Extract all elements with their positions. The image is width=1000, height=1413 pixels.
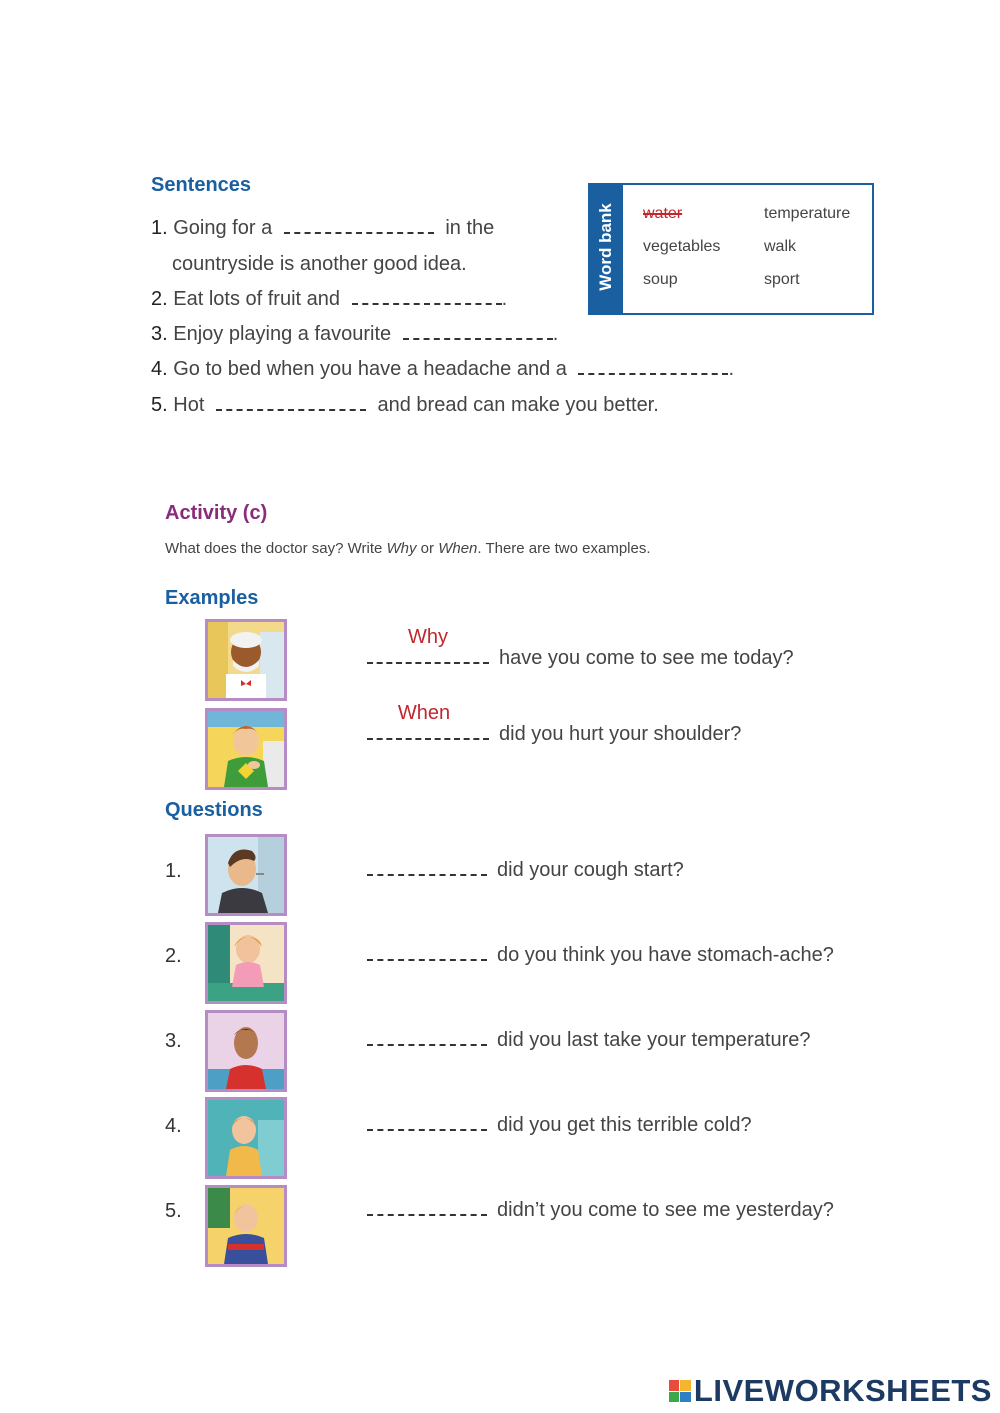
sentence-text: Going for a (173, 217, 273, 239)
question-text: did you get this terrible cold? (497, 1114, 752, 1136)
answer-blank-1[interactable] (284, 218, 434, 234)
word-soup: soup (643, 271, 678, 288)
question-answer-blank[interactable] (367, 1032, 487, 1046)
sentences-heading: Sentences (151, 174, 252, 196)
question-2 (367, 944, 834, 967)
example-answer-blank[interactable] (367, 702, 489, 740)
question-4 (367, 1114, 752, 1137)
example-answer-blank[interactable] (367, 626, 489, 664)
word-bank-sidebar (590, 185, 623, 313)
example-2 (367, 702, 742, 746)
instruction-text: What does the doctor say? Write (165, 540, 387, 557)
boy-cold-illustration (205, 1097, 287, 1179)
question-number: 4. (165, 1115, 182, 1137)
logo-icon (669, 1380, 691, 1402)
question-3 (367, 1029, 811, 1052)
question-answer-blank[interactable] (367, 1117, 487, 1131)
sentence-number: 3. (151, 323, 168, 345)
example-1 (367, 626, 794, 670)
doctor-illustration (205, 619, 287, 701)
sentence-text: and bread can make you better. (377, 394, 659, 416)
question-number: 1. (165, 860, 182, 882)
answer-blank-5[interactable] (216, 395, 366, 411)
question-answer-blank[interactable] (367, 947, 487, 961)
liveworksheets-logo (669, 1373, 992, 1409)
question-text: didn’t you come to see me yesterday? (497, 1199, 834, 1221)
questions-heading: Questions (165, 799, 263, 821)
sentence-1 (151, 217, 494, 240)
question-1 (367, 859, 684, 882)
example-answer: Why (408, 626, 448, 648)
instruction-when: When (438, 540, 478, 557)
word-walk: walk (764, 238, 797, 255)
sentence-number: 1. (151, 217, 168, 239)
sentence-2 (151, 288, 507, 311)
answer-blank-2[interactable] (352, 289, 502, 305)
word-water: water (643, 205, 683, 222)
question-text: do you think you have stomach-ache? (497, 944, 834, 966)
sentence-number: 4. (151, 358, 168, 380)
sentence-text: Go to bed when you have a headache and a (173, 358, 567, 380)
answer-blank-3[interactable] (403, 324, 553, 340)
man-temperature-illustration (205, 1010, 287, 1092)
word-temperature: temperature (764, 205, 851, 222)
sentence-text: . (552, 323, 559, 345)
activity-heading: Activity (c) (165, 502, 268, 524)
sentence-number: 2. (151, 288, 168, 310)
question-text: did your cough start? (497, 859, 684, 881)
instruction-text: or (416, 540, 439, 557)
answer-blank-4[interactable] (578, 359, 728, 375)
sentence-4 (151, 358, 734, 381)
man-cough-illustration (205, 834, 287, 916)
sentence-text: . (501, 288, 508, 310)
examples-heading: Examples (165, 587, 259, 609)
sentence-3 (151, 323, 558, 346)
instruction-why: Why (386, 540, 417, 557)
question-answer-blank[interactable] (367, 1202, 487, 1216)
example-text: did you hurt your shoulder? (499, 723, 742, 745)
logo-text: LIVEWORKSHEETS (693, 1373, 992, 1408)
word-bank-title: Word bank (596, 203, 615, 291)
question-text: did you last take your temperature? (497, 1029, 811, 1051)
example-answer: When (397, 702, 451, 724)
girl-stomach-illustration (205, 922, 287, 1004)
sentence-text: in the (445, 217, 495, 239)
question-answer-blank[interactable] (367, 862, 487, 876)
boy-yesterday-illustration (205, 1185, 287, 1267)
sentence-text: Hot (173, 394, 205, 416)
word-bank (588, 183, 874, 315)
instruction-text: . There are two examples. (477, 540, 651, 557)
word-vegetables: vegetables (643, 238, 721, 255)
example-text: have you come to see me today? (499, 647, 794, 669)
sentence-text: . (728, 358, 735, 380)
sentence-number: 5. (151, 394, 168, 416)
question-number: 5. (165, 1200, 182, 1222)
sentence-text: Eat lots of fruit and (173, 288, 341, 310)
question-5 (367, 1199, 834, 1222)
sentence-5 (151, 394, 659, 417)
sentence-1-line2: countryside is another good idea. (172, 253, 467, 275)
word-sport: sport (764, 271, 800, 288)
question-number: 3. (165, 1030, 182, 1052)
sentence-text: Enjoy playing a favourite (173, 323, 392, 345)
question-number: 2. (165, 945, 182, 967)
boy-shoulder-illustration (205, 708, 287, 790)
activity-instruction (165, 540, 651, 557)
